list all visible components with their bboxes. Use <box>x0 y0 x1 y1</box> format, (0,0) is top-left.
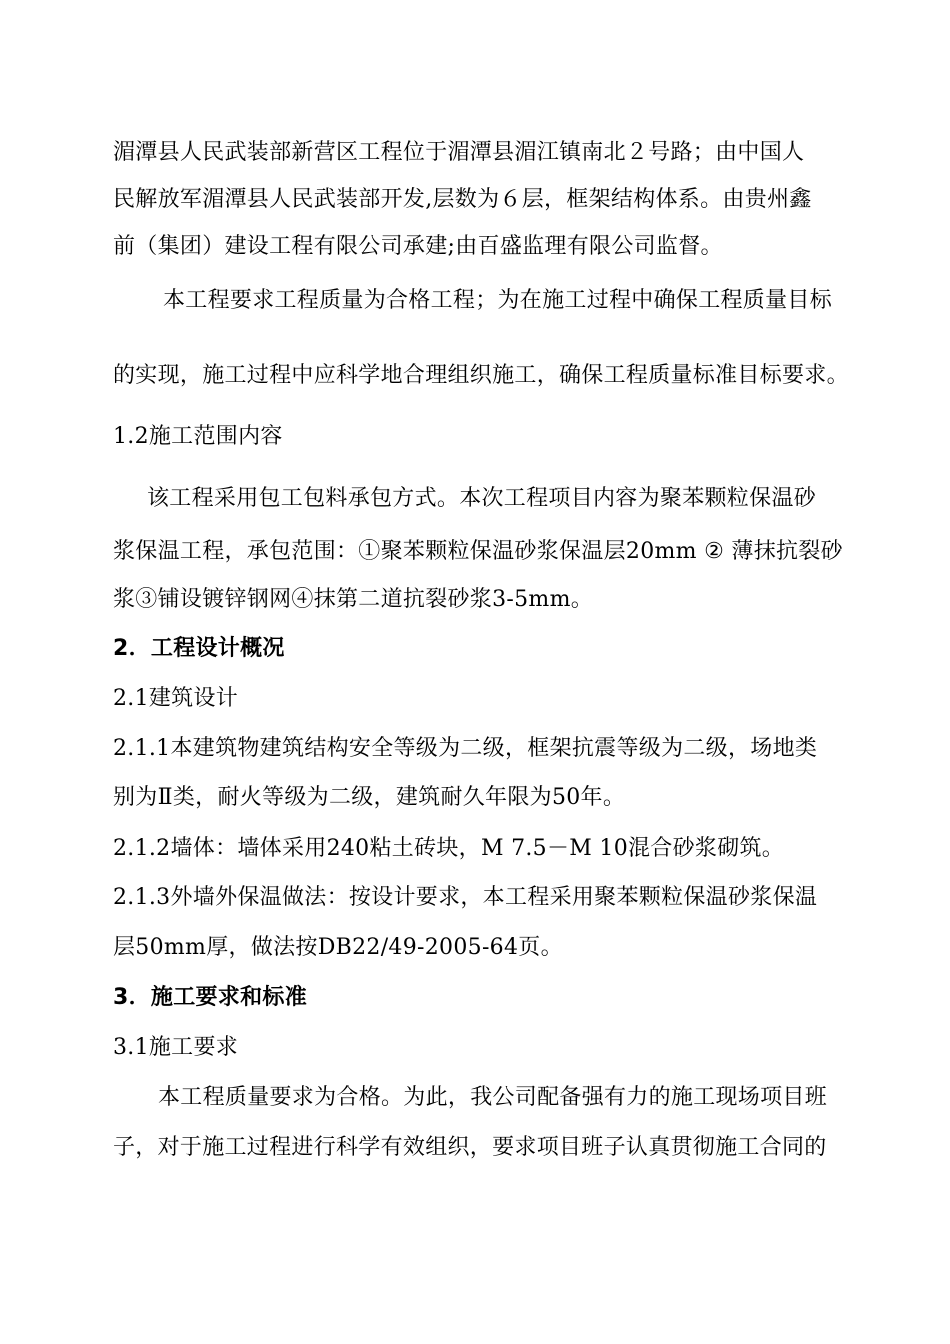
section-3-1-line-1: 本工程质量要求为合格。为此，我公司配备强有力的施工现场项目班 <box>158 1085 828 1110</box>
paragraph-2-line-1: 本工程要求工程质量为合格工程；为在施工过程中确保工程质量目标 <box>163 288 833 313</box>
heading-1-2: 1.2施工范围内容 <box>113 424 283 449</box>
paragraph-3-line-3: 浆③铺设镀锌钢网④抹第二道抗裂砂浆3-5mm。 <box>113 587 594 612</box>
paragraph-3-line-1: 该工程采用包工包料承包方式。本次工程项目内容为聚苯颗粒保温砂 <box>147 486 817 511</box>
heading-3: 3．施工要求和标准 <box>113 985 308 1010</box>
paragraph-3-line-2: 浆保温工程，承包范围：①聚苯颗粒保温砂浆保温层20mm ② 薄抹抗裂砂 <box>113 539 843 564</box>
heading-2: 2．工程设计概况 <box>113 636 285 661</box>
section-2-1-3-line-1: 2.1.3外墙外保温做法：按设计要求，本工程采用聚苯颗粒保温砂浆保温 <box>113 885 818 910</box>
section-2-1-1-line-1: 2.1.1本建筑物建筑结构安全等级为二级，框架抗震等级为二级，场地类 <box>113 736 818 761</box>
heading-3-1: 3.1施工要求 <box>113 1035 239 1060</box>
paragraph-2-line-2: 的实现，施工过程中应科学地合理组织施工，确保工程质量标准目标要求。 <box>113 363 849 388</box>
paragraph-1-line-2: 民解放军湄潭县人民武装部开发,层数为６层，框架结构体系。由贵州鑫 <box>113 187 812 212</box>
section-3-1-line-2: 子，对于施工过程进行科学有效组织，要求项目班子认真贯彻施工合同的 <box>113 1135 827 1160</box>
paragraph-1-line-3: 前（集团）建设工程有限公司承建;由百盛监理有限公司监督。 <box>113 234 723 259</box>
paragraph-1-line-1: 湄潭县人民武装部新营区工程位于湄潭县湄江镇南北２号路；由中国人 <box>113 140 805 165</box>
heading-2-1: 2.1建筑设计 <box>113 686 239 711</box>
section-2-1-3-line-2: 层50mm厚，做法按DB22/49-2005-64页。 <box>113 935 563 960</box>
section-2-1-2: 2.1.2墙体：墙体采用240粘土砖块，M 7.5－M 10混合砂浆砌筑。 <box>113 836 785 861</box>
section-2-1-1-line-2: 别为Ⅱ类，耐火等级为二级，建筑耐久年限为50年。 <box>113 785 626 810</box>
